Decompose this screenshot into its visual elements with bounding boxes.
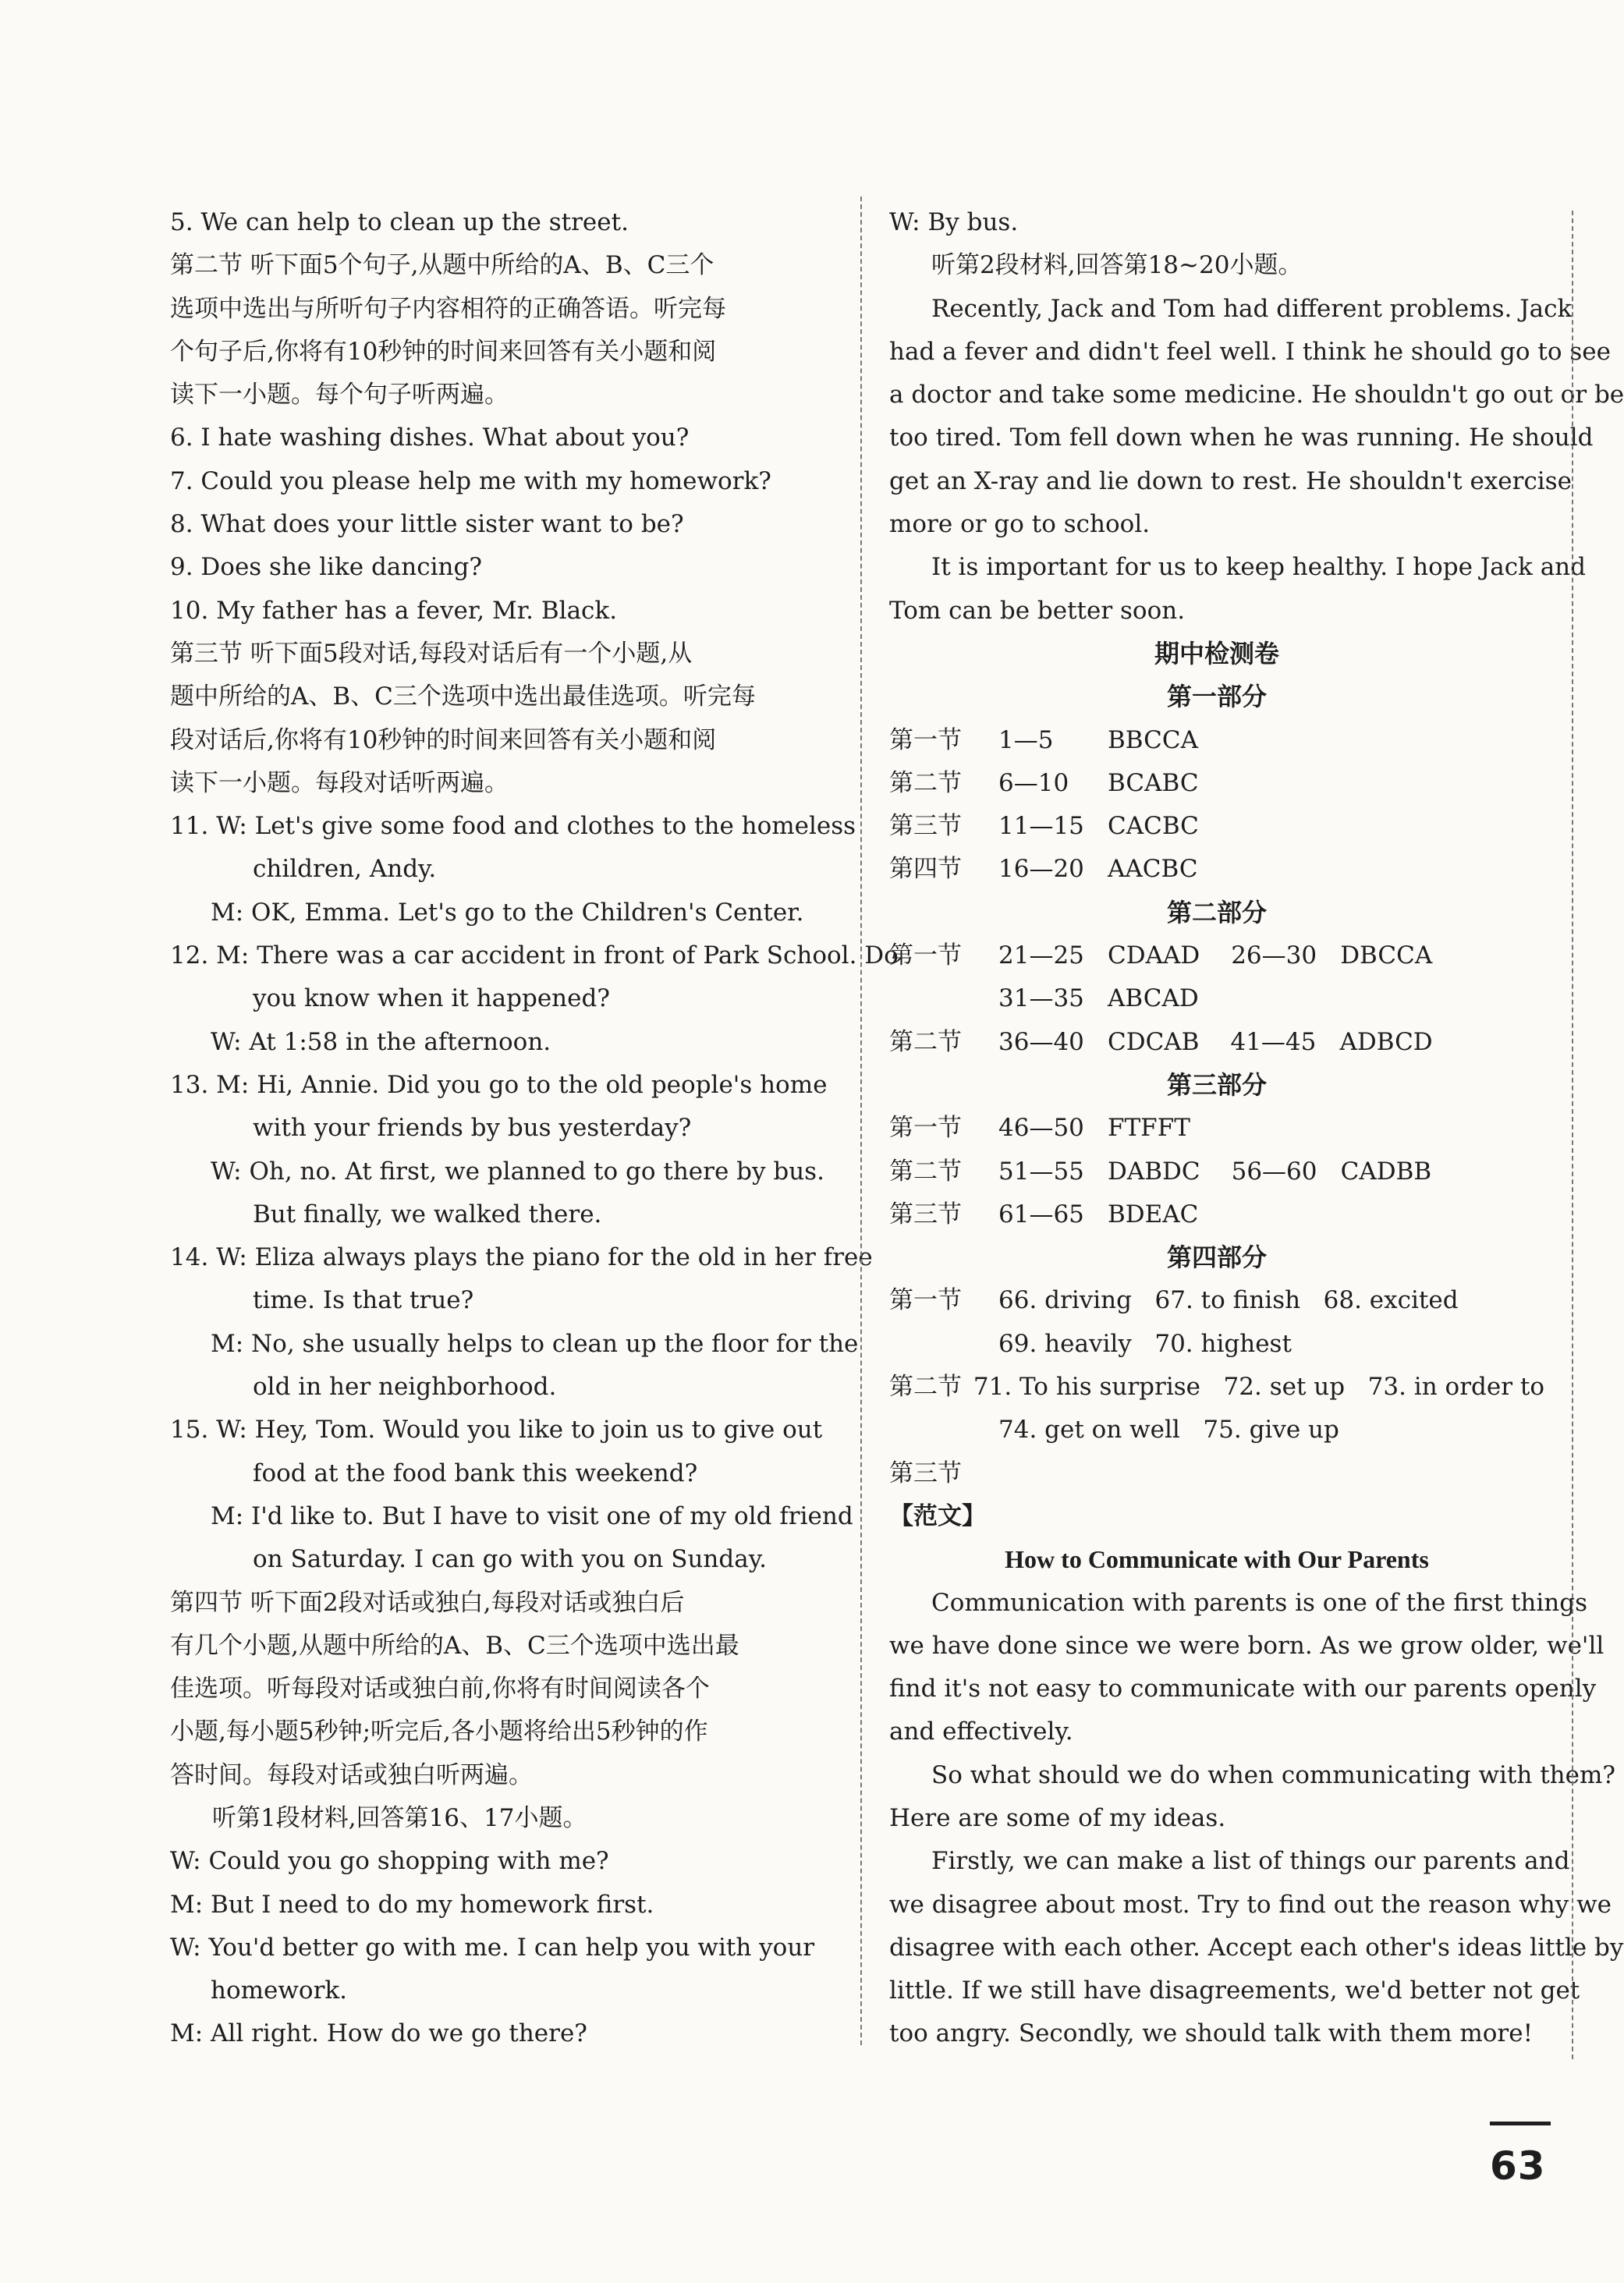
text-line: on Saturday. I can go with you on Sunday.: [253, 1545, 767, 1574]
essay-line: little. If we still have disagreements, we'd better not get: [889, 1976, 1580, 2005]
question-range: 31—35: [998, 984, 1084, 1013]
answer-row: [889, 1366, 1544, 1409]
answer-group: [998, 1107, 1190, 1150]
exam-title: 期中检测卷: [1154, 638, 1279, 668]
text-line: 有几个小题,从题中所给的A、B、C三个选项中选出最: [170, 1631, 739, 1660]
answer-group: [1230, 1021, 1432, 1064]
section-label: 第一节: [889, 941, 962, 970]
answer-row: [889, 1452, 1544, 1495]
answer-key: AACBC: [1108, 855, 1198, 884]
text-line: more or go to school.: [889, 510, 1151, 539]
section-label: 第三节: [889, 1200, 962, 1228]
text-line: M: OK, Emma. Let's go to the Children's Center.: [211, 898, 804, 927]
question-range: 61—65: [998, 1200, 1084, 1228]
section-label: 第一节: [889, 725, 962, 754]
essay-line: we disagree about most. Try to find out the reason why we: [889, 1890, 1612, 1919]
essay-line: too angry. Secondly, we should talk with them more!: [889, 2019, 1534, 2048]
text-line: 5. We can help to clean up the street.: [170, 208, 629, 236]
text-line: M: But I need to do my homework first.: [170, 1890, 654, 1919]
answer-key: CDCAB: [1108, 1027, 1200, 1056]
question-range: 46—50: [998, 1114, 1084, 1143]
section-label: 第二节: [889, 1157, 962, 1186]
text-line: 8. What does your little sister want to be?: [170, 510, 684, 539]
column-divider: [860, 197, 862, 2045]
answer-key: CACBC: [1108, 812, 1199, 841]
essay-title: How to Communicate with Our Parents: [1005, 1545, 1429, 1574]
text-line: 6. I hate washing dishes. What about you?: [170, 424, 690, 452]
part-title: 第三部分: [1166, 1069, 1267, 1100]
answer-group: [998, 934, 1200, 977]
answer-key: CADBB: [1340, 1157, 1432, 1186]
answer-key: DABDC: [1108, 1157, 1200, 1186]
text-line: 个句子后,你将有10秒钟的时间来回答有关小题和阅: [170, 337, 717, 366]
answer-row: [889, 1279, 1544, 1322]
text-line: M: I'd like to. But I have to visit one of my old friend: [211, 1501, 853, 1530]
text-line: 佳选项。听每段对话或独白前,你将有时间阅读各个: [170, 1675, 710, 1703]
text-line: 第二节 听下面5个句子,从题中所给的A、B、C三个: [170, 251, 714, 280]
answer-text: 71. To his surprise 72. set up 73. in order to: [973, 1373, 1544, 1402]
text-line: W: At 1:58 in the afternoon.: [211, 1027, 551, 1056]
text-line: homework.: [211, 1976, 348, 2005]
answer-group: [998, 977, 1199, 1020]
right-margin-rule: [1572, 211, 1573, 2059]
sample-essay-label: 【范文】: [889, 1501, 986, 1530]
text-line: W: Could you go shopping with me?: [170, 1847, 609, 1876]
page-number: [1490, 2098, 1599, 2189]
answer-text: 66. driving 67. to finish 68. excited: [998, 1286, 1459, 1315]
text-line: W: Oh, no. At first, we planned to go there by bus.: [211, 1157, 824, 1186]
text-line: 11. W: Let's give some food and clothes to the homeless: [170, 812, 856, 841]
essay-line: we have done since we were born. As we grow older, we'll: [889, 1631, 1604, 1660]
answer-key: DBCCA: [1340, 941, 1433, 970]
left-column: [170, 201, 899, 2056]
text-line: 选项中选出与所听句子内容相符的正确答语。听完每: [170, 294, 726, 323]
text-line: 15. W: Hey, Tom. Would you like to join us to give out: [170, 1416, 823, 1445]
part-title: 第四部分: [1166, 1243, 1267, 1273]
answer-row: [889, 762, 1544, 805]
page-number-dash: [1490, 2122, 1551, 2125]
essay-line: Firstly, we can make a list of things our parents and: [931, 1847, 1570, 1876]
section-label: 第四节: [889, 855, 962, 884]
question-range: 16—20: [998, 855, 1084, 884]
text-line: 12. M: There was a car accident in front of Park School. Do: [170, 941, 899, 970]
section-label: [889, 1409, 998, 1452]
section-label: 第三节: [889, 812, 962, 841]
section-label: 第一节: [889, 1286, 962, 1315]
text-line: you know when it happened?: [253, 984, 610, 1013]
answer-row: [889, 1409, 1544, 1452]
part-title: 第二部分: [1166, 897, 1267, 927]
answer-row: [889, 848, 1544, 891]
answer-row: [889, 719, 1544, 762]
essay-line: Communication with parents is one of the first things: [931, 1588, 1588, 1617]
text-line: 第四节 听下面2段对话或独白,每段对话或独白后: [170, 1588, 685, 1617]
text-line: It is important for us to keep healthy. I hope Jack and: [931, 553, 1586, 582]
answer-row: [889, 1193, 1544, 1236]
answer-group: [998, 719, 1198, 762]
text-line: too tired. Tom fell down when he was running. He should: [889, 424, 1594, 452]
answer-key: CDAAD: [1108, 941, 1200, 970]
text-line: But finally, we walked there.: [253, 1200, 602, 1228]
answer-group: [1232, 1150, 1432, 1193]
section-label: [889, 977, 998, 1020]
text-line: time. Is that true?: [253, 1286, 474, 1315]
answer-row: [889, 805, 1544, 848]
text-line: old in her neighborhood.: [253, 1373, 557, 1402]
text-line: M: No, she usually helps to clean up the floor for the: [211, 1329, 859, 1358]
text-line: 答时间。每段对话或独白听两遍。: [170, 1760, 533, 1789]
answer-group: [998, 848, 1198, 891]
text-line: M: All right. How do we go there?: [170, 2019, 587, 2048]
text-line: 段对话后,你将有10秒钟的时间来回答有关小题和阅: [170, 725, 717, 754]
essay-line: Here are some of my ideas.: [889, 1803, 1226, 1832]
question-range: 56—60: [1231, 1157, 1317, 1186]
text-line: 读下一小题。每段对话听两遍。: [170, 768, 509, 797]
text-line: 读下一小题。每个句子听两遍。: [170, 381, 509, 409]
text-line: Tom can be better soon.: [889, 596, 1186, 625]
answer-row: [889, 1021, 1544, 1064]
text-line: get an X-ray and lie down to rest. He shouldn't exercise: [889, 466, 1572, 495]
answer-row: [889, 977, 1544, 1020]
answer-key: BCABC: [1108, 768, 1199, 797]
answer-text: 69. heavily 70. highest: [998, 1329, 1292, 1358]
question-range: 11—15: [998, 812, 1084, 841]
part-title: 第一部分: [1166, 682, 1267, 712]
question-range: 41—45: [1230, 1027, 1317, 1056]
text-line: 13. M: Hi, Annie. Did you go to the old people's home: [170, 1070, 828, 1099]
text-line: a doctor and take some medicine. He shouldn't go out or be: [889, 381, 1624, 409]
question-range: 21—25: [998, 941, 1084, 970]
text-line: 10. My father has a fever, Mr. Black.: [170, 596, 618, 625]
answer-group: [1231, 934, 1432, 977]
answer-group: [998, 1150, 1200, 1193]
answer-group: [998, 762, 1199, 805]
question-range: 51—55: [998, 1157, 1084, 1186]
answer-key: BDEAC: [1108, 1200, 1199, 1228]
answer-key: ADBCD: [1339, 1027, 1433, 1056]
text-line: with your friends by bus yesterday?: [253, 1114, 692, 1143]
question-range: 26—30: [1231, 941, 1317, 970]
answer-row: [889, 1107, 1544, 1150]
answer-key: BBCCA: [1108, 725, 1198, 754]
question-range: 1—5: [998, 725, 1054, 754]
section-label: [889, 1323, 998, 1366]
essay-line: find it's not easy to communicate with our parents openly: [889, 1675, 1597, 1703]
answer-key: FTFFT: [1108, 1114, 1190, 1143]
section-label: 第一节: [889, 1114, 962, 1143]
text-line: food at the food bank this weekend?: [253, 1459, 698, 1487]
answer-group: [998, 1193, 1198, 1236]
essay-line: So what should we do when communicating with them?: [931, 1760, 1615, 1789]
text-line: had a fever and didn't feel well. I think he should go to see: [889, 337, 1611, 366]
text-line: 7. Could you please help me with my homework?: [170, 466, 771, 495]
text-line: 9. Does she like dancing?: [170, 553, 482, 582]
right-column: [889, 201, 1624, 2056]
text-line: 听第1段材料,回答第16、17小题。: [212, 1803, 587, 1832]
answer-group: [998, 805, 1199, 848]
answer-row: [889, 1150, 1544, 1193]
essay-line: and effectively.: [889, 1718, 1073, 1746]
essay-line: disagree with each other. Accept each other's ideas little by: [889, 1933, 1624, 1962]
section-label: 第二节: [889, 1027, 962, 1056]
text-line: 听第2段材料,回答第18~20小题。: [931, 251, 1303, 280]
text-line: W: By bus.: [889, 208, 1019, 236]
question-range: 36—40: [998, 1027, 1084, 1056]
text-line: 第三节 听下面5段对话,每段对话后有一个小题,从: [170, 639, 693, 668]
answer-key: ABCAD: [1108, 984, 1199, 1013]
section-label: 第三节: [889, 1459, 962, 1487]
answer-row: [889, 934, 1544, 977]
text-line: W: You'd better go with me. I can help you with your: [170, 1933, 815, 1962]
question-range: 6—10: [998, 768, 1069, 797]
text-line: Recently, Jack and Tom had different problems. Jack: [931, 294, 1573, 323]
page-number-text: 63: [1490, 2143, 1546, 2189]
answer-text: 74. get on well 75. give up: [998, 1416, 1339, 1445]
text-line: children, Andy.: [253, 855, 437, 884]
text-line: 小题,每小题5秒钟;听完后,各小题将给出5秒钟的作: [170, 1718, 708, 1746]
section-label: 第二节: [889, 768, 962, 797]
text-line: 14. W: Eliza always plays the piano for the old in her free: [170, 1243, 873, 1272]
answer-row: [889, 1323, 1544, 1366]
section-label: 第二节: [889, 1373, 962, 1402]
answer-group: [998, 1021, 1199, 1064]
text-line: 题中所给的A、B、C三个选项中选出最佳选项。听完每: [170, 682, 756, 711]
